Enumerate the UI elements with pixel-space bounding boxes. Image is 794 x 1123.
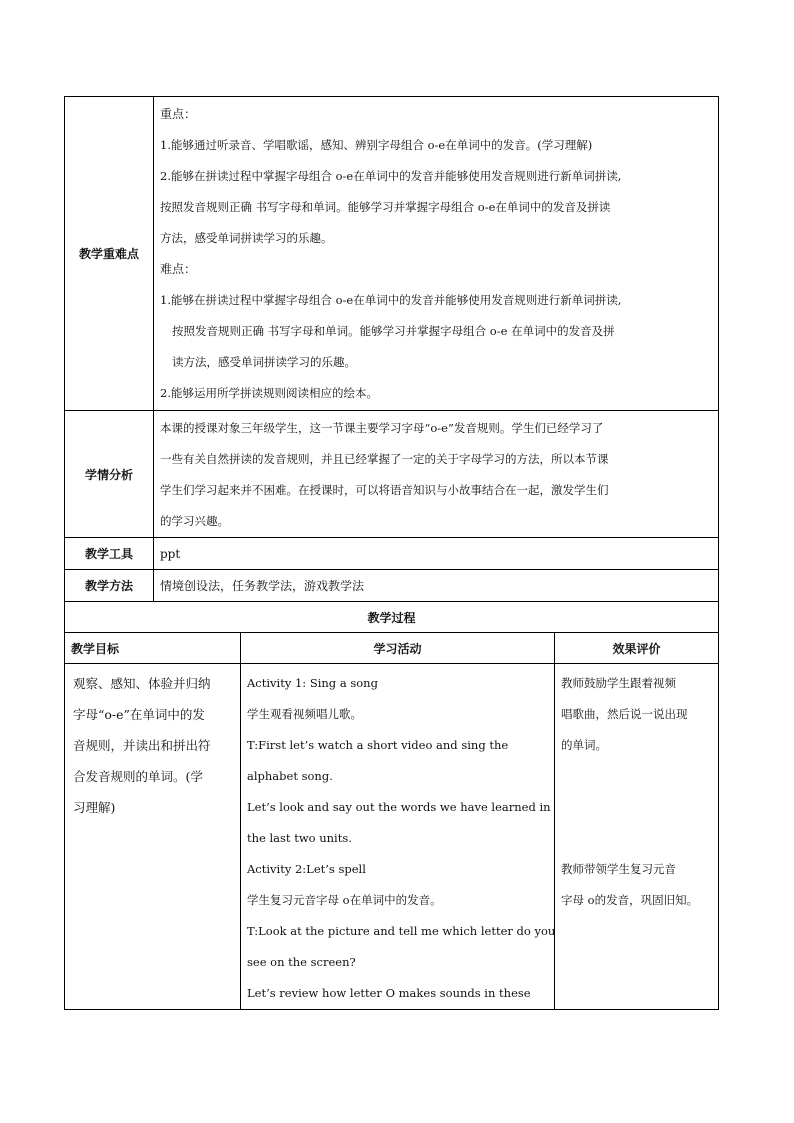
tools-label: 教学工具 <box>65 538 154 570</box>
analysis-content <box>154 411 719 538</box>
eval-line-1: 教师鼓励学生跟着视频 <box>561 676 676 690</box>
eval-line-5: 字母 o的发音，巩固旧知。 <box>561 893 699 907</box>
activity-line-4: alphabet song. <box>247 769 333 783</box>
activity-line-7: Activity 2:Let’s spell <box>247 862 366 876</box>
goal-line-5: 习理解) <box>73 800 116 815</box>
tools-value: ppt <box>154 538 719 570</box>
methods-row <box>65 570 719 602</box>
difficulty-2: 2.能够运用所学拼读规则阅读相应的绘本。 <box>160 386 378 400</box>
eval-line-3: 的单词。 <box>561 738 607 752</box>
eval-line-4: 教师带领学生复习元音 <box>561 862 676 876</box>
analysis-label: 学情分析 <box>65 411 154 538</box>
methods-label: 教学方法 <box>65 570 154 602</box>
activity-line-5: Let’s look and say out the words we have learned in <box>247 800 551 814</box>
focus-row <box>65 97 719 411</box>
process-content-row <box>65 664 719 1010</box>
eval-cell <box>555 664 719 1010</box>
activity-line-9: T:Look at the picture and tell me which letter do you <box>247 924 556 938</box>
goal-line-2: 字母“o-e”在单词中的发 <box>73 707 205 722</box>
activity-line-1: Activity 1: Sing a song <box>247 676 378 690</box>
activity-line-6: the last two units. <box>247 831 352 845</box>
activity-line-11: Let’s review how letter O makes sounds in these <box>247 986 531 1000</box>
col-activity-header: 学习活动 <box>241 633 555 664</box>
analysis-line-2: 一些有关自然拼读的发音规则，并且已经掌握了一定的关于字母学习的方法，所以本节课 <box>160 452 609 466</box>
activity-line-3: T:First let’s watch a short video and sing the <box>247 738 509 752</box>
difficulty-1c: 读方法，感受单词拼读学习的乐趣。 <box>172 355 356 369</box>
process-title-row <box>65 602 719 633</box>
process-title: 教学过程 <box>65 602 719 633</box>
analysis-line-4: 的学习兴趣。 <box>160 514 229 528</box>
difficulty-1b: 按照发音规则正确 书写字母和单词。能够学习并掌握字母组合 o-e 在单词中的发音及拼 <box>172 324 615 338</box>
focus-content <box>154 97 719 411</box>
process-header-row <box>65 633 719 664</box>
analysis-line-3: 学生们学习起来并不困难。在授课时，可以将语音知识与小故事结合在一起，激发学生们 <box>160 483 609 497</box>
eval-line-2: 唱歌曲，然后说一说出现 <box>561 707 688 721</box>
col-eval-header: 效果评价 <box>555 633 719 664</box>
activity-line-2: 学生观看视频唱儿歌。 <box>247 707 362 721</box>
lesson-plan-document <box>64 96 718 1010</box>
lesson-plan-table <box>64 96 719 1010</box>
difficulty-1a: 1.能够在拼读过程中掌握字母组合 o-e在单词中的发音并能够使用发音规则进行新单词拼读, <box>160 293 622 307</box>
key-point-2b: 按照发音规则正确 书写字母和单词。能够学习并掌握字母组合 o-e在单词中的发音及拼读 <box>160 200 611 214</box>
difficulty-title: 难点： <box>160 262 197 276</box>
key-points-title: 重点： <box>160 107 197 121</box>
methods-value: 情境创设法，任务教学法，游戏教学法 <box>154 570 719 602</box>
activity-cell <box>241 664 555 1010</box>
goal-line-4: 合发音规则的单词。(学 <box>73 769 203 784</box>
key-point-2a: 2.能够在拼读过程中掌握字母组合 o-e在单词中的发音并能够使用发音规则进行新单词拼读, <box>160 169 622 183</box>
eval-spacer <box>561 761 712 854</box>
activity-line-10: see on the screen? <box>247 955 356 969</box>
activity-line-8: 学生复习元音字母 o在单词中的发音。 <box>247 893 442 907</box>
goal-cell <box>65 664 241 1010</box>
key-point-2c: 方法，感受单词拼读学习的乐趣。 <box>160 231 333 245</box>
analysis-line-1: 本课的授课对象三年级学生，这一节课主要学习字母“o-e”发音规则。学生们已经学习了 <box>160 421 604 435</box>
analysis-row <box>65 411 719 538</box>
goal-line-3: 音规则，并读出和拼出符 <box>73 738 211 753</box>
key-point-1: 1.能够通过听录音、学唱歌谣，感知、辨别字母组合 o-e在单词中的发音。(学习理解) <box>160 138 593 152</box>
col-goal-header: 教学目标 <box>65 633 241 664</box>
focus-label: 教学重难点 <box>65 97 154 411</box>
goal-line-1: 观察、感知、体验并归纳 <box>73 676 211 691</box>
tools-row <box>65 538 719 570</box>
